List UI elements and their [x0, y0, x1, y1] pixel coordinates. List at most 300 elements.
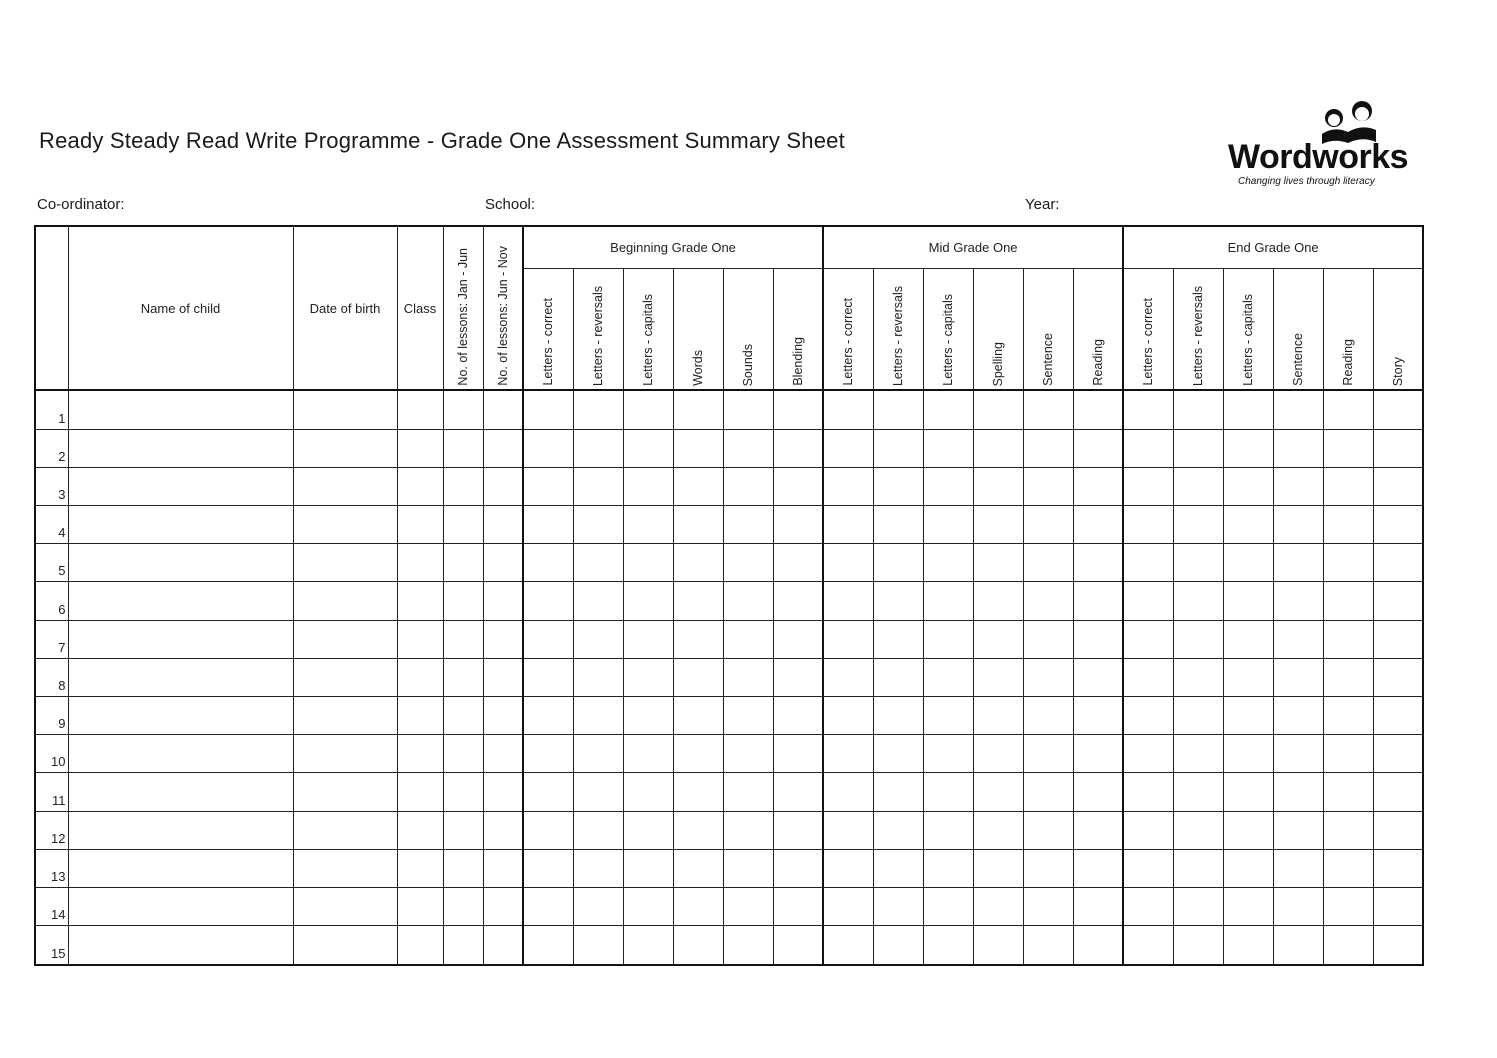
score-cell[interactable]	[1073, 811, 1123, 849]
score-cell[interactable]	[873, 506, 923, 544]
score-cell[interactable]	[1123, 697, 1173, 735]
score-cell[interactable]	[1023, 773, 1073, 811]
score-cell[interactable]	[923, 429, 973, 467]
score-cell[interactable]	[1073, 658, 1123, 696]
lessons-jun-nov-cell[interactable]	[483, 811, 523, 849]
name-cell[interactable]	[68, 620, 293, 658]
score-cell[interactable]	[573, 735, 623, 773]
score-cell[interactable]	[873, 620, 923, 658]
score-cell[interactable]	[1273, 620, 1323, 658]
score-cell[interactable]	[523, 620, 573, 658]
score-cell[interactable]	[873, 658, 923, 696]
name-cell[interactable]	[68, 849, 293, 887]
score-cell[interactable]	[1323, 467, 1373, 505]
lessons-jan-jun-cell[interactable]	[443, 735, 483, 773]
score-cell[interactable]	[1373, 926, 1423, 965]
score-cell[interactable]	[1173, 697, 1223, 735]
score-cell[interactable]	[1273, 582, 1323, 620]
score-cell[interactable]	[1223, 582, 1273, 620]
dob-cell[interactable]	[293, 429, 397, 467]
score-cell[interactable]	[923, 582, 973, 620]
score-cell[interactable]	[1273, 544, 1323, 582]
score-cell[interactable]	[1373, 773, 1423, 811]
class-cell[interactable]	[397, 735, 443, 773]
score-cell[interactable]	[1323, 811, 1373, 849]
name-cell[interactable]	[68, 390, 293, 429]
class-cell[interactable]	[397, 544, 443, 582]
score-cell[interactable]	[873, 429, 923, 467]
score-cell[interactable]	[1123, 926, 1173, 965]
dob-cell[interactable]	[293, 887, 397, 925]
score-cell[interactable]	[623, 735, 673, 773]
score-cell[interactable]	[773, 926, 823, 965]
score-cell[interactable]	[773, 582, 823, 620]
score-cell[interactable]	[723, 887, 773, 925]
lessons-jan-jun-cell[interactable]	[443, 773, 483, 811]
score-cell[interactable]	[873, 926, 923, 965]
score-cell[interactable]	[673, 697, 723, 735]
score-cell[interactable]	[1023, 506, 1073, 544]
score-cell[interactable]	[1373, 658, 1423, 696]
name-cell[interactable]	[68, 658, 293, 696]
score-cell[interactable]	[1173, 620, 1223, 658]
score-cell[interactable]	[673, 926, 723, 965]
score-cell[interactable]	[1373, 887, 1423, 925]
score-cell[interactable]	[523, 773, 573, 811]
score-cell[interactable]	[973, 620, 1023, 658]
lessons-jun-nov-cell[interactable]	[483, 390, 523, 429]
name-cell[interactable]	[68, 811, 293, 849]
dob-cell[interactable]	[293, 544, 397, 582]
score-cell[interactable]	[1073, 849, 1123, 887]
lessons-jan-jun-cell[interactable]	[443, 658, 483, 696]
score-cell[interactable]	[823, 849, 873, 887]
score-cell[interactable]	[873, 735, 923, 773]
score-cell[interactable]	[623, 811, 673, 849]
score-cell[interactable]	[873, 697, 923, 735]
score-cell[interactable]	[1023, 811, 1073, 849]
score-cell[interactable]	[1023, 390, 1073, 429]
score-cell[interactable]	[623, 390, 673, 429]
lessons-jun-nov-cell[interactable]	[483, 773, 523, 811]
score-cell[interactable]	[623, 620, 673, 658]
dob-cell[interactable]	[293, 849, 397, 887]
class-cell[interactable]	[397, 887, 443, 925]
score-cell[interactable]	[1173, 926, 1223, 965]
score-cell[interactable]	[823, 390, 873, 429]
name-cell[interactable]	[68, 582, 293, 620]
score-cell[interactable]	[1273, 390, 1323, 429]
score-cell[interactable]	[823, 658, 873, 696]
score-cell[interactable]	[523, 811, 573, 849]
score-cell[interactable]	[1323, 887, 1373, 925]
lessons-jan-jun-cell[interactable]	[443, 849, 483, 887]
score-cell[interactable]	[1323, 849, 1373, 887]
dob-cell[interactable]	[293, 390, 397, 429]
score-cell[interactable]	[573, 773, 623, 811]
score-cell[interactable]	[623, 887, 673, 925]
score-cell[interactable]	[1323, 390, 1373, 429]
score-cell[interactable]	[923, 849, 973, 887]
name-cell[interactable]	[68, 887, 293, 925]
score-cell[interactable]	[1073, 582, 1123, 620]
score-cell[interactable]	[823, 887, 873, 925]
class-cell[interactable]	[397, 773, 443, 811]
class-cell[interactable]	[397, 582, 443, 620]
score-cell[interactable]	[1273, 926, 1323, 965]
score-cell[interactable]	[573, 390, 623, 429]
name-cell[interactable]	[68, 429, 293, 467]
score-cell[interactable]	[773, 467, 823, 505]
score-cell[interactable]	[573, 429, 623, 467]
score-cell[interactable]	[873, 390, 923, 429]
score-cell[interactable]	[723, 849, 773, 887]
score-cell[interactable]	[1173, 849, 1223, 887]
score-cell[interactable]	[923, 467, 973, 505]
score-cell[interactable]	[623, 658, 673, 696]
score-cell[interactable]	[973, 506, 1023, 544]
score-cell[interactable]	[673, 506, 723, 544]
score-cell[interactable]	[673, 429, 723, 467]
score-cell[interactable]	[1023, 735, 1073, 773]
score-cell[interactable]	[573, 811, 623, 849]
score-cell[interactable]	[1023, 887, 1073, 925]
score-cell[interactable]	[573, 697, 623, 735]
score-cell[interactable]	[1373, 429, 1423, 467]
score-cell[interactable]	[1373, 620, 1423, 658]
score-cell[interactable]	[1273, 506, 1323, 544]
score-cell[interactable]	[1373, 811, 1423, 849]
lessons-jun-nov-cell[interactable]	[483, 887, 523, 925]
score-cell[interactable]	[1023, 429, 1073, 467]
lessons-jun-nov-cell[interactable]	[483, 658, 523, 696]
score-cell[interactable]	[1073, 544, 1123, 582]
score-cell[interactable]	[773, 811, 823, 849]
score-cell[interactable]	[773, 773, 823, 811]
score-cell[interactable]	[1123, 887, 1173, 925]
score-cell[interactable]	[523, 467, 573, 505]
score-cell[interactable]	[1123, 658, 1173, 696]
score-cell[interactable]	[1373, 544, 1423, 582]
score-cell[interactable]	[623, 582, 673, 620]
score-cell[interactable]	[873, 849, 923, 887]
score-cell[interactable]	[1373, 582, 1423, 620]
score-cell[interactable]	[1023, 582, 1073, 620]
lessons-jan-jun-cell[interactable]	[443, 811, 483, 849]
score-cell[interactable]	[1323, 735, 1373, 773]
score-cell[interactable]	[773, 735, 823, 773]
score-cell[interactable]	[673, 735, 723, 773]
score-cell[interactable]	[923, 506, 973, 544]
score-cell[interactable]	[1323, 697, 1373, 735]
lessons-jun-nov-cell[interactable]	[483, 849, 523, 887]
score-cell[interactable]	[623, 773, 673, 811]
score-cell[interactable]	[723, 773, 773, 811]
score-cell[interactable]	[723, 429, 773, 467]
score-cell[interactable]	[973, 429, 1023, 467]
score-cell[interactable]	[823, 926, 873, 965]
score-cell[interactable]	[823, 773, 873, 811]
dob-cell[interactable]	[293, 773, 397, 811]
score-cell[interactable]	[1323, 544, 1373, 582]
score-cell[interactable]	[1223, 849, 1273, 887]
score-cell[interactable]	[973, 887, 1023, 925]
score-cell[interactable]	[1023, 697, 1073, 735]
score-cell[interactable]	[1273, 773, 1323, 811]
score-cell[interactable]	[723, 544, 773, 582]
class-cell[interactable]	[397, 467, 443, 505]
score-cell[interactable]	[523, 697, 573, 735]
dob-cell[interactable]	[293, 620, 397, 658]
dob-cell[interactable]	[293, 926, 397, 965]
score-cell[interactable]	[1123, 506, 1173, 544]
score-cell[interactable]	[923, 544, 973, 582]
score-cell[interactable]	[523, 735, 573, 773]
class-cell[interactable]	[397, 390, 443, 429]
score-cell[interactable]	[673, 773, 723, 811]
name-cell[interactable]	[68, 506, 293, 544]
score-cell[interactable]	[1173, 811, 1223, 849]
score-cell[interactable]	[1023, 544, 1073, 582]
score-cell[interactable]	[623, 544, 673, 582]
name-cell[interactable]	[68, 773, 293, 811]
name-cell[interactable]	[68, 544, 293, 582]
score-cell[interactable]	[973, 849, 1023, 887]
score-cell[interactable]	[1023, 849, 1073, 887]
score-cell[interactable]	[523, 849, 573, 887]
name-cell[interactable]	[68, 467, 293, 505]
score-cell[interactable]	[873, 811, 923, 849]
score-cell[interactable]	[773, 429, 823, 467]
lessons-jun-nov-cell[interactable]	[483, 582, 523, 620]
score-cell[interactable]	[673, 390, 723, 429]
score-cell[interactable]	[523, 544, 573, 582]
score-cell[interactable]	[1373, 390, 1423, 429]
lessons-jan-jun-cell[interactable]	[443, 429, 483, 467]
score-cell[interactable]	[1023, 620, 1073, 658]
score-cell[interactable]	[1223, 429, 1273, 467]
score-cell[interactable]	[1173, 390, 1223, 429]
score-cell[interactable]	[1273, 697, 1323, 735]
score-cell[interactable]	[923, 773, 973, 811]
score-cell[interactable]	[1173, 773, 1223, 811]
score-cell[interactable]	[623, 467, 673, 505]
dob-cell[interactable]	[293, 735, 397, 773]
score-cell[interactable]	[873, 887, 923, 925]
dob-cell[interactable]	[293, 467, 397, 505]
score-cell[interactable]	[623, 926, 673, 965]
score-cell[interactable]	[1123, 467, 1173, 505]
score-cell[interactable]	[723, 926, 773, 965]
lessons-jun-nov-cell[interactable]	[483, 620, 523, 658]
score-cell[interactable]	[823, 506, 873, 544]
score-cell[interactable]	[523, 926, 573, 965]
score-cell[interactable]	[1123, 544, 1173, 582]
score-cell[interactable]	[1223, 773, 1273, 811]
score-cell[interactable]	[1223, 620, 1273, 658]
name-cell[interactable]	[68, 735, 293, 773]
score-cell[interactable]	[673, 467, 723, 505]
lessons-jan-jun-cell[interactable]	[443, 620, 483, 658]
score-cell[interactable]	[1173, 735, 1223, 773]
score-cell[interactable]	[1223, 506, 1273, 544]
score-cell[interactable]	[973, 467, 1023, 505]
score-cell[interactable]	[773, 849, 823, 887]
score-cell[interactable]	[1023, 658, 1073, 696]
score-cell[interactable]	[1323, 926, 1373, 965]
score-cell[interactable]	[673, 544, 723, 582]
class-cell[interactable]	[397, 849, 443, 887]
score-cell[interactable]	[1123, 811, 1173, 849]
name-cell[interactable]	[68, 697, 293, 735]
score-cell[interactable]	[1123, 390, 1173, 429]
score-cell[interactable]	[923, 735, 973, 773]
score-cell[interactable]	[1373, 506, 1423, 544]
name-cell[interactable]	[68, 926, 293, 965]
score-cell[interactable]	[673, 658, 723, 696]
score-cell[interactable]	[823, 811, 873, 849]
score-cell[interactable]	[973, 811, 1023, 849]
score-cell[interactable]	[823, 735, 873, 773]
score-cell[interactable]	[1323, 582, 1373, 620]
score-cell[interactable]	[1373, 849, 1423, 887]
class-cell[interactable]	[397, 697, 443, 735]
score-cell[interactable]	[1223, 467, 1273, 505]
score-cell[interactable]	[873, 467, 923, 505]
score-cell[interactable]	[1273, 887, 1323, 925]
score-cell[interactable]	[1073, 926, 1123, 965]
score-cell[interactable]	[523, 429, 573, 467]
score-cell[interactable]	[1223, 658, 1273, 696]
score-cell[interactable]	[1223, 544, 1273, 582]
score-cell[interactable]	[773, 390, 823, 429]
class-cell[interactable]	[397, 429, 443, 467]
score-cell[interactable]	[973, 658, 1023, 696]
score-cell[interactable]	[1173, 467, 1223, 505]
score-cell[interactable]	[1073, 390, 1123, 429]
score-cell[interactable]	[973, 544, 1023, 582]
lessons-jan-jun-cell[interactable]	[443, 582, 483, 620]
score-cell[interactable]	[673, 620, 723, 658]
score-cell[interactable]	[973, 390, 1023, 429]
class-cell[interactable]	[397, 620, 443, 658]
score-cell[interactable]	[1173, 582, 1223, 620]
score-cell[interactable]	[573, 926, 623, 965]
score-cell[interactable]	[1073, 467, 1123, 505]
score-cell[interactable]	[773, 697, 823, 735]
score-cell[interactable]	[1323, 429, 1373, 467]
score-cell[interactable]	[1123, 620, 1173, 658]
score-cell[interactable]	[573, 887, 623, 925]
score-cell[interactable]	[1073, 697, 1123, 735]
score-cell[interactable]	[623, 849, 673, 887]
lessons-jun-nov-cell[interactable]	[483, 467, 523, 505]
lessons-jan-jun-cell[interactable]	[443, 544, 483, 582]
score-cell[interactable]	[1123, 849, 1173, 887]
lessons-jan-jun-cell[interactable]	[443, 697, 483, 735]
lessons-jun-nov-cell[interactable]	[483, 926, 523, 965]
score-cell[interactable]	[1073, 620, 1123, 658]
score-cell[interactable]	[773, 887, 823, 925]
score-cell[interactable]	[1223, 390, 1273, 429]
lessons-jun-nov-cell[interactable]	[483, 544, 523, 582]
score-cell[interactable]	[1123, 582, 1173, 620]
score-cell[interactable]	[823, 697, 873, 735]
lessons-jan-jun-cell[interactable]	[443, 926, 483, 965]
score-cell[interactable]	[573, 544, 623, 582]
lessons-jan-jun-cell[interactable]	[443, 467, 483, 505]
score-cell[interactable]	[973, 582, 1023, 620]
score-cell[interactable]	[1073, 887, 1123, 925]
score-cell[interactable]	[1273, 429, 1323, 467]
score-cell[interactable]	[673, 849, 723, 887]
score-cell[interactable]	[723, 582, 773, 620]
score-cell[interactable]	[723, 735, 773, 773]
score-cell[interactable]	[1223, 811, 1273, 849]
score-cell[interactable]	[523, 506, 573, 544]
score-cell[interactable]	[823, 429, 873, 467]
score-cell[interactable]	[523, 582, 573, 620]
lessons-jan-jun-cell[interactable]	[443, 887, 483, 925]
score-cell[interactable]	[1323, 773, 1373, 811]
score-cell[interactable]	[573, 467, 623, 505]
dob-cell[interactable]	[293, 582, 397, 620]
score-cell[interactable]	[1123, 773, 1173, 811]
lessons-jan-jun-cell[interactable]	[443, 390, 483, 429]
score-cell[interactable]	[823, 467, 873, 505]
score-cell[interactable]	[873, 582, 923, 620]
class-cell[interactable]	[397, 926, 443, 965]
dob-cell[interactable]	[293, 697, 397, 735]
score-cell[interactable]	[1223, 887, 1273, 925]
score-cell[interactable]	[723, 506, 773, 544]
score-cell[interactable]	[1223, 735, 1273, 773]
score-cell[interactable]	[1323, 506, 1373, 544]
class-cell[interactable]	[397, 811, 443, 849]
score-cell[interactable]	[573, 582, 623, 620]
score-cell[interactable]	[1323, 620, 1373, 658]
score-cell[interactable]	[773, 658, 823, 696]
score-cell[interactable]	[1173, 429, 1223, 467]
score-cell[interactable]	[523, 658, 573, 696]
score-cell[interactable]	[1373, 735, 1423, 773]
score-cell[interactable]	[1023, 926, 1073, 965]
score-cell[interactable]	[723, 658, 773, 696]
score-cell[interactable]	[773, 620, 823, 658]
score-cell[interactable]	[973, 926, 1023, 965]
score-cell[interactable]	[1073, 506, 1123, 544]
score-cell[interactable]	[873, 544, 923, 582]
score-cell[interactable]	[873, 773, 923, 811]
score-cell[interactable]	[723, 467, 773, 505]
score-cell[interactable]	[723, 390, 773, 429]
score-cell[interactable]	[923, 620, 973, 658]
score-cell[interactable]	[923, 697, 973, 735]
score-cell[interactable]	[1173, 658, 1223, 696]
score-cell[interactable]	[923, 926, 973, 965]
score-cell[interactable]	[1273, 658, 1323, 696]
score-cell[interactable]	[1273, 735, 1323, 773]
score-cell[interactable]	[623, 697, 673, 735]
score-cell[interactable]	[1273, 849, 1323, 887]
score-cell[interactable]	[523, 887, 573, 925]
score-cell[interactable]	[1223, 697, 1273, 735]
score-cell[interactable]	[673, 887, 723, 925]
score-cell[interactable]	[923, 887, 973, 925]
score-cell[interactable]	[1173, 506, 1223, 544]
score-cell[interactable]	[573, 620, 623, 658]
score-cell[interactable]	[673, 811, 723, 849]
